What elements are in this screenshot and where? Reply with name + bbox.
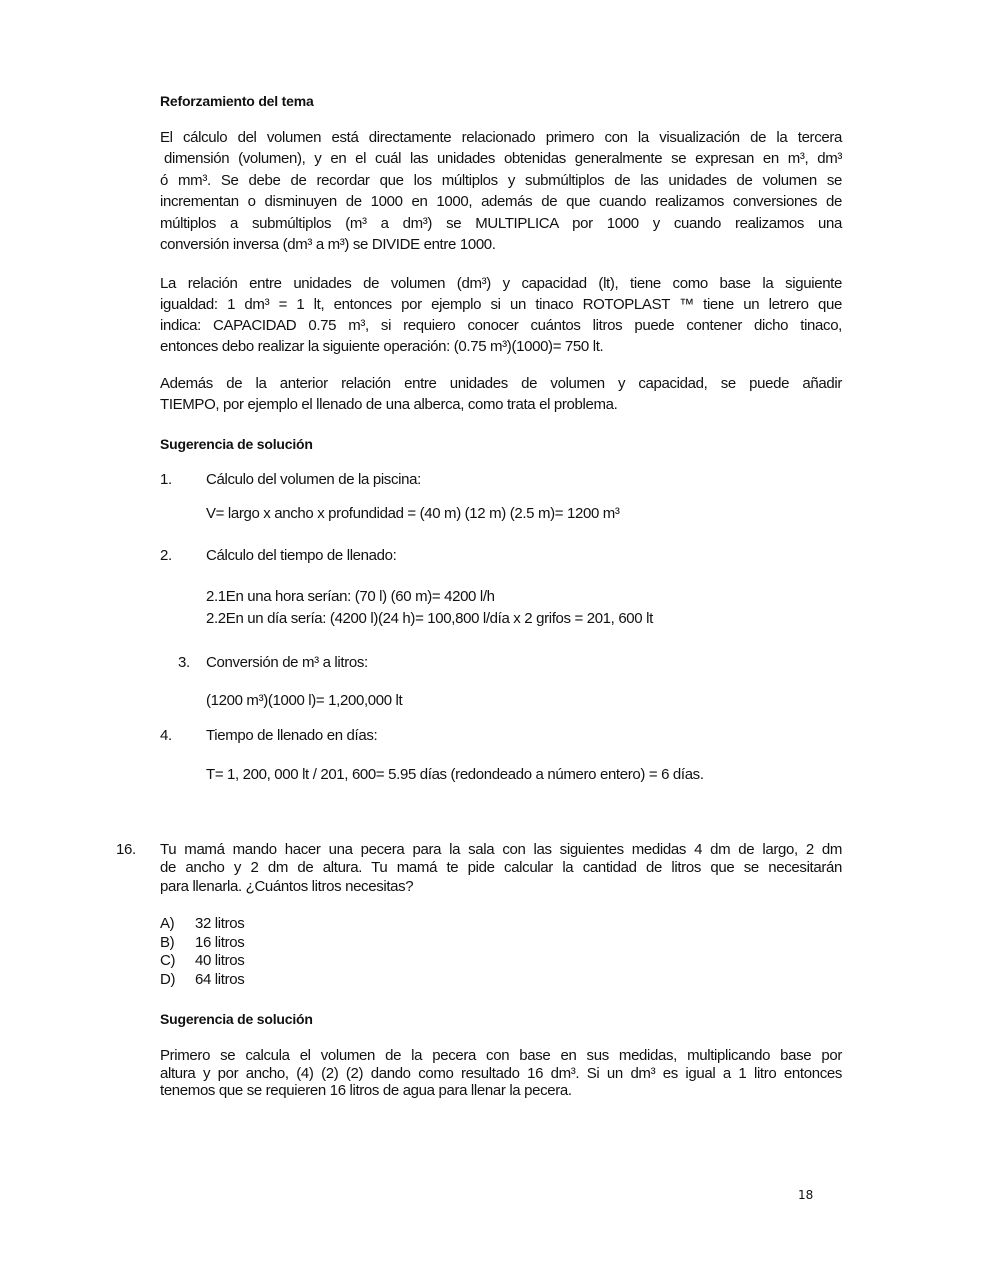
- question-16-solution-heading: Sugerencia de solución: [160, 1011, 313, 1027]
- reinforcement-heading: Reforzamiento del tema: [160, 93, 314, 109]
- page-number: 18: [798, 1188, 814, 1202]
- solution-heading: Sugerencia de solución: [160, 436, 313, 452]
